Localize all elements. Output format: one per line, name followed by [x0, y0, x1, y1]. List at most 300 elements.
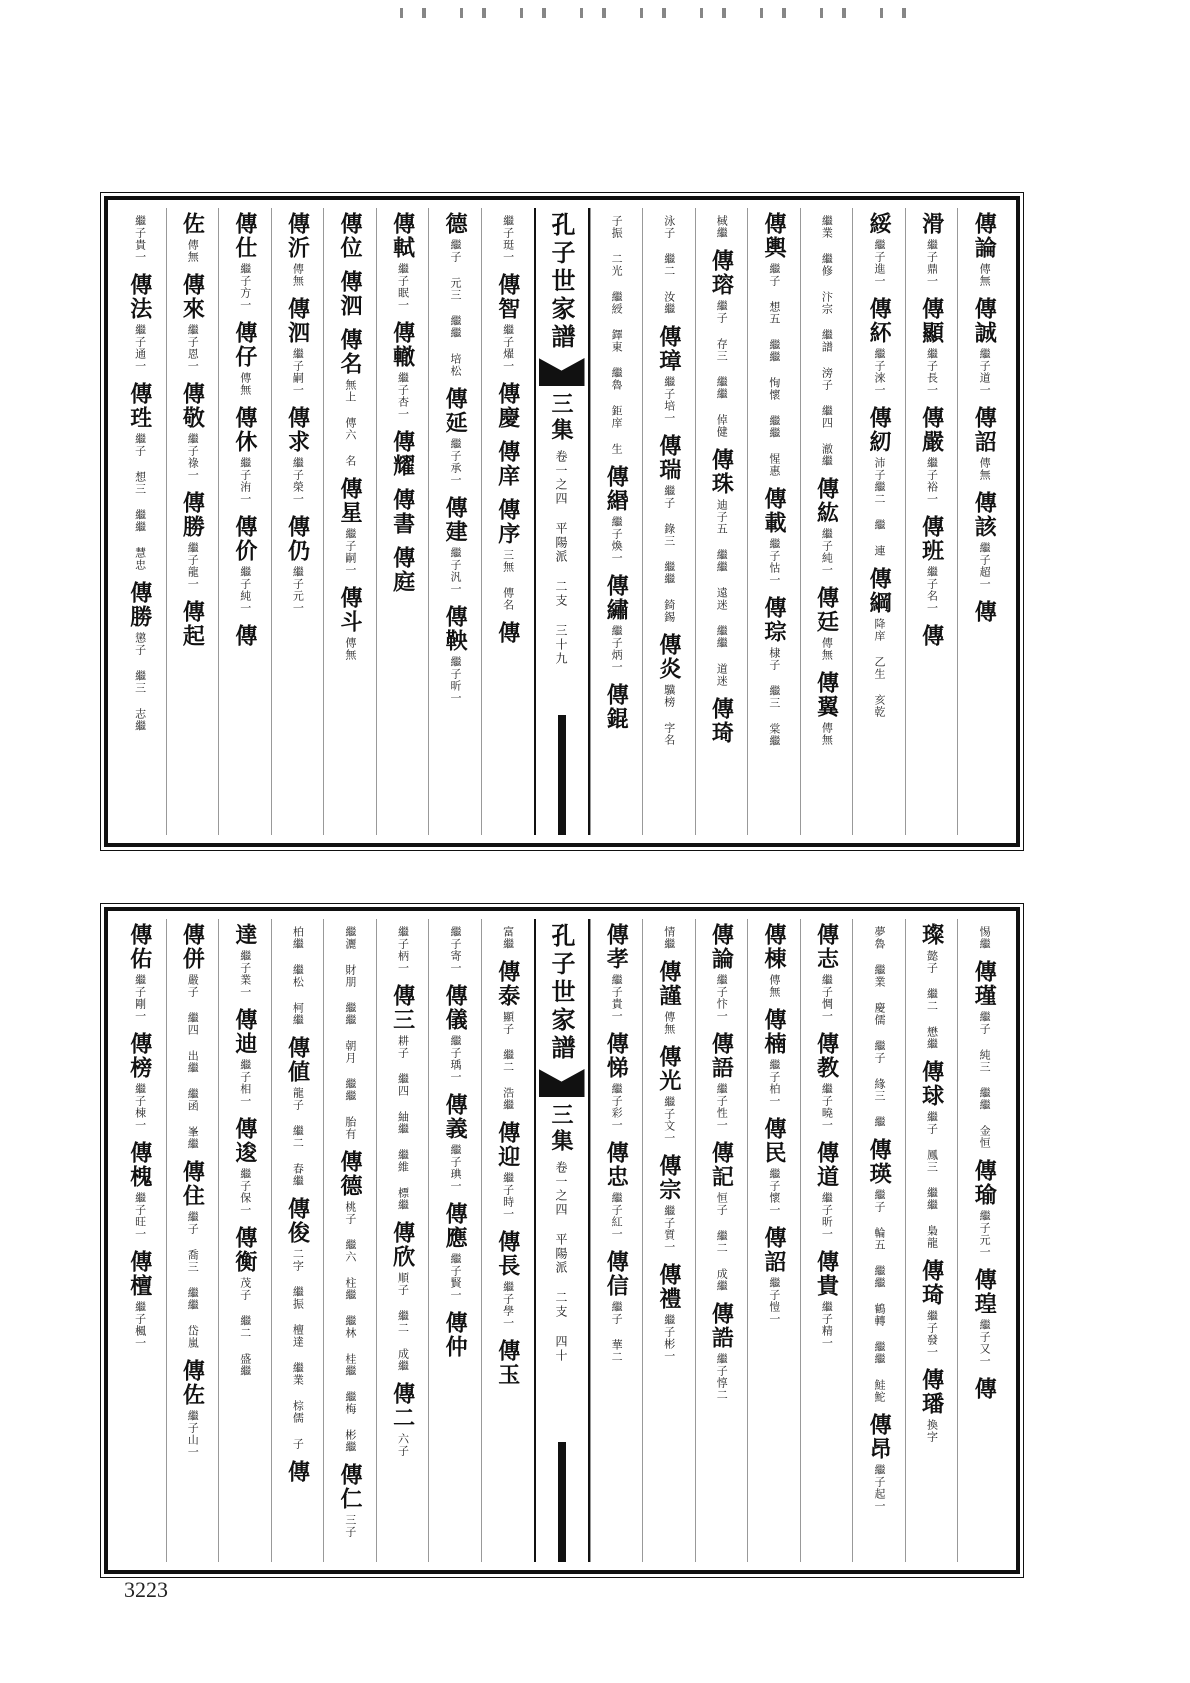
genealogy-column	[852, 919, 905, 1562]
genealogy-entry	[389, 1221, 416, 1372]
person-name: 傳綱	[866, 567, 893, 615]
person-name: 傳昂	[866, 1413, 893, 1461]
person-name: 傳琦	[918, 1259, 945, 1307]
genealogy-entry	[126, 581, 153, 732]
person-name: 德	[442, 212, 469, 236]
annotation-note: 繼子榮一	[291, 457, 305, 505]
genealogy-entry	[501, 212, 515, 263]
genealogy-entry	[337, 1463, 364, 1538]
person-name: 傳語	[708, 1032, 735, 1080]
person-name: 傳瑛	[866, 1138, 893, 1186]
scan-header-noise	[400, 8, 940, 18]
person-name: 傳論	[971, 212, 998, 260]
annotation-note: 泳子 繼二 汝繼	[662, 215, 676, 315]
person-name: 傳仕	[231, 212, 258, 260]
annotation-note: 繼子 想五 繼繼 恂懷 繼繼 惺惠	[767, 263, 781, 477]
fishtail-mark-icon	[539, 1069, 585, 1097]
person-name: 傳楠	[760, 1008, 787, 1056]
genealogy-entry	[708, 697, 735, 745]
person-name: 傳義	[442, 1093, 469, 1141]
genealogy-entry	[603, 1032, 630, 1131]
person-name: 傳庠	[494, 440, 521, 488]
person-name: 傳孝	[603, 923, 630, 971]
page-number: 3223	[124, 1577, 168, 1602]
person-name: 傳併	[179, 923, 206, 971]
person-name: 傳序	[494, 498, 521, 546]
annotation-note: 繼子相一	[238, 1059, 252, 1107]
person-name: 傳錕	[603, 683, 630, 731]
annotation-note: 繼子學一	[501, 1281, 515, 1329]
annotation-note: 情繼	[662, 926, 676, 950]
annotation-note: 繼子 想三 繼繼 慧忠	[133, 433, 147, 571]
genealogy-entry	[231, 923, 258, 998]
annotation-note: 繼子懷一	[767, 1168, 781, 1216]
genealogy-entry	[866, 212, 893, 287]
person-name: 傳忠	[603, 1141, 630, 1189]
person-name: 傳仲	[442, 1311, 469, 1359]
genealogy-entry	[284, 297, 311, 396]
genealogy-entry	[760, 487, 787, 586]
genealogy-entry	[337, 212, 364, 260]
genealogy-entry	[442, 1093, 469, 1192]
genealogy-entry	[813, 477, 840, 576]
genealogy-column	[166, 919, 219, 1562]
genealogy-entry	[866, 1138, 893, 1403]
annotation-note: 繼子 存三 繼繼 倬健	[715, 300, 729, 438]
genealogy-column	[800, 208, 853, 835]
genealogy-entry	[655, 1263, 682, 1362]
genealogy-column	[114, 208, 166, 835]
genealogy-entry	[603, 683, 630, 731]
genealogy-entry	[918, 515, 945, 614]
person-name: 傳三	[389, 984, 416, 1032]
genealogy-entry	[179, 1160, 206, 1349]
annotation-note: 繼子彬一	[662, 1314, 676, 1362]
annotation-note: 龍子 繼二 春繼	[291, 1087, 305, 1187]
person-name: 傳班	[918, 515, 945, 563]
annotation-note: 懿子 繼二 懋繼	[925, 950, 939, 1050]
genealogy-entry	[389, 212, 416, 311]
genealogy-column	[376, 919, 429, 1562]
person-name: 傳悌	[603, 1032, 630, 1080]
person-name: 傳書	[389, 488, 416, 536]
annotation-note: 繼子承一	[449, 438, 463, 486]
annotation-note: 繼子長一	[925, 348, 939, 396]
volume-info: 卷一之四 平陽派 二支 四十	[554, 1161, 568, 1363]
genealogy-entry	[918, 1259, 945, 1358]
person-name: 傳廷	[813, 586, 840, 634]
person-name: 佐	[179, 212, 206, 236]
person-name: 傳記	[708, 1141, 735, 1189]
genealogy-entry	[655, 1154, 682, 1253]
genealogy-column	[218, 919, 271, 1562]
person-name: 傳琦	[708, 697, 735, 745]
annotation-note: 繼子楓一	[133, 1301, 147, 1349]
genealogy-entry	[971, 960, 998, 1149]
person-name: 傳應	[442, 1202, 469, 1250]
genealogy-entry	[231, 515, 258, 614]
person-name: 傳住	[179, 1160, 206, 1208]
genealogy-entry	[813, 1250, 840, 1349]
genealogy-entry	[866, 1413, 893, 1512]
annotation-note: 繼子龍一	[186, 542, 200, 590]
annotation-note: 棫繼	[715, 215, 729, 239]
annotation-note: 繼子保一	[238, 1168, 252, 1216]
genealogy-entry	[918, 297, 945, 396]
book-title: 孔子世家譜	[547, 212, 576, 352]
annotation-note: 迪子五 繼繼 遠迷 繼繼 道迷	[715, 499, 729, 687]
genealogy-entry	[813, 1032, 840, 1131]
genealogy-entry	[231, 1117, 258, 1216]
person-name: 傳勝	[179, 491, 206, 539]
annotation-note: 無上 傳六 名	[343, 379, 357, 467]
genealogy-entry	[494, 440, 521, 488]
annotation-note: 繼子超一	[978, 542, 992, 590]
annotation-note: 繼子性一	[715, 1083, 729, 1131]
genealogy-column	[642, 208, 695, 835]
book-spine	[534, 919, 590, 1562]
genealogy-entry	[494, 1230, 521, 1329]
annotation-note: 繼子愷一	[767, 1277, 781, 1325]
genealogy-entry	[231, 406, 258, 505]
person-name: 傳詔	[760, 1226, 787, 1274]
person-name: 傳志	[813, 923, 840, 971]
genealogy-column	[905, 919, 958, 1562]
annotation-note: 繼子嗣一	[291, 348, 305, 396]
genealogy-entry	[918, 212, 945, 287]
person-name: 傳璠	[918, 1368, 945, 1416]
person-name: 傳槐	[126, 1141, 153, 1189]
genealogy-entry	[708, 249, 735, 438]
annotation-note: 繼子曉一	[820, 1083, 834, 1131]
annotation-note: 沛子繼二 繼 連	[872, 457, 886, 557]
annotation-note: 繼子方一	[238, 263, 252, 311]
genealogy-entry	[442, 984, 469, 1083]
annotation-note: 繼子裕一	[925, 457, 939, 505]
genealogy-entry	[655, 633, 682, 746]
annotation-note: 繼子 錄三 繼繼 錡錫	[662, 485, 676, 623]
annotation-note: 顯子 繼二 浩繼	[501, 1011, 515, 1111]
person-name: 傳起	[179, 600, 206, 648]
annotation-note: 傳無	[662, 1011, 676, 1035]
annotation-note: 三無 傳名	[501, 549, 515, 611]
annotation-note: 繼子通一	[133, 324, 147, 372]
fishtail-mark-icon	[539, 358, 585, 386]
genealogy-entry	[337, 477, 364, 576]
annotation-note: 繼子惇二	[715, 1353, 729, 1401]
annotation-note: 繼子珽一	[501, 215, 515, 263]
annotation-note: 傳無	[186, 239, 200, 263]
annotation-note: 繼子寄一	[449, 926, 463, 974]
annotation-note: 繼子 鳳三 繼繼 梟龍	[925, 1111, 939, 1249]
genealogy-column	[428, 208, 481, 835]
genealogy-entry	[603, 574, 630, 673]
person-name: 傳衡	[231, 1226, 258, 1274]
person-name: 傳長	[494, 1230, 521, 1278]
annotation-note: 繼子純一	[238, 566, 252, 614]
genealogy-entry	[662, 212, 676, 315]
annotation-note: 傳無	[820, 722, 834, 746]
annotation-note: 棣子 繼三 棠繼	[767, 647, 781, 747]
person-name: 傳紑	[866, 297, 893, 345]
genealogy-entry	[343, 923, 357, 1140]
person-name: 傳謹	[655, 960, 682, 1008]
genealogy-column	[957, 919, 1010, 1562]
annotation-note: 繼子忭一	[715, 974, 729, 1022]
person-name: 滑	[918, 212, 945, 236]
genealogy-entry	[126, 923, 153, 1022]
person-name: 傳庭	[389, 546, 416, 594]
person-name: 傳位	[337, 212, 364, 260]
genealogy-entry	[971, 297, 998, 396]
genealogy-entry	[126, 1250, 153, 1349]
genealogy-column	[957, 208, 1010, 835]
person-name: 傳星	[337, 477, 364, 525]
annotation-note: 六子	[396, 1433, 410, 1457]
annotation-note: 繼子燿一	[501, 324, 515, 372]
genealogy-column	[376, 208, 429, 835]
genealogy-entry	[126, 1032, 153, 1131]
annotation-note: 繼子業一	[238, 950, 252, 998]
genealogy-entry	[179, 273, 206, 372]
person-name: 傳俊	[284, 1197, 311, 1245]
genealogy-entry	[603, 465, 630, 564]
person-name: 傳耀	[389, 430, 416, 478]
annotation-note: 繼子元一	[291, 566, 305, 614]
annotation-note: 繼灑 財朋 繼繼 朝月 繼繼 胎有	[343, 926, 357, 1140]
genealogy-entry	[918, 624, 945, 648]
person-name: 傳慶	[494, 382, 521, 430]
annotation-note: 繼子 華二	[610, 1301, 624, 1363]
genealogy-entry	[662, 923, 676, 950]
annotation-note: 繼子山一	[186, 1410, 200, 1458]
person-name: 傳輿	[760, 212, 787, 260]
person-name: 傳勝	[126, 581, 153, 629]
genealogy-entry	[389, 546, 416, 594]
annotation-note: 繼子棟一	[133, 1083, 147, 1131]
annotation-note: 繼子時一	[501, 1172, 515, 1220]
genealogy-entry	[708, 923, 735, 1022]
person-name: 傳瑞	[655, 434, 682, 482]
genealogy-entry	[179, 491, 206, 590]
genealogy-entry	[760, 596, 787, 747]
person-name: 傳迪	[231, 1008, 258, 1056]
genealogy-entry	[971, 212, 998, 287]
annotation-note: 繼子恩一	[186, 324, 200, 372]
genealogy-entry	[971, 406, 998, 481]
annotation-note: 繼子剛一	[133, 974, 147, 1022]
genealogy-column	[747, 208, 800, 835]
person-name: 傳球	[918, 1060, 945, 1108]
person-name: 傳論	[708, 923, 735, 971]
annotation-note: 傳無	[238, 372, 252, 396]
genealogy-column	[590, 919, 643, 1562]
person-name: 傳鞅	[442, 605, 469, 653]
annotation-note: 繼子紅一	[610, 1192, 624, 1240]
person-name: 傳佑	[126, 923, 153, 971]
person-name: 傳休	[231, 406, 258, 454]
genealogy-entry	[389, 321, 416, 420]
genealogy-entry	[284, 1036, 311, 1187]
annotation-note: 桃子 繼六 柱繼 繼林 桂繼 繼梅 彬繼	[343, 1201, 357, 1453]
genealogy-entry	[337, 328, 364, 467]
columns-top	[114, 208, 1010, 835]
person-name: 傳德	[337, 1150, 364, 1198]
person-name: 傳來	[179, 273, 206, 321]
annotation-note: 繼子貴一	[133, 215, 147, 263]
person-name: 傳値	[284, 1036, 311, 1084]
person-name: 傳軾	[389, 212, 416, 260]
person-name: 傳玉	[494, 1339, 521, 1387]
person-name: 傳棟	[760, 923, 787, 971]
person-name: 傳繡	[603, 574, 630, 622]
person-name: 傳仍	[284, 515, 311, 563]
annotation-note: 繼子元一	[978, 1210, 992, 1258]
annotation-note: 換字	[925, 1419, 939, 1443]
annotation-note: 繼子怙一	[767, 538, 781, 586]
annotation-note: 懲子 繼三 志繼	[133, 632, 147, 732]
genealogy-column	[695, 919, 748, 1562]
genealogy-entry	[603, 923, 630, 1022]
annotation-note: 繼子 輪五 繼繼 鶴轉 繼繼 鮭鮀	[872, 1189, 886, 1403]
annotation-note: 繼子純一	[820, 528, 834, 576]
genealogy-entry	[501, 923, 515, 950]
genealogy-entry	[448, 923, 462, 974]
genealogy-entry	[389, 488, 416, 536]
annotation-note: 傳無	[978, 263, 992, 287]
genealogy-entry	[494, 621, 521, 645]
person-name: 傳翼	[813, 671, 840, 719]
annotation-note: 繼子昕一	[449, 656, 463, 704]
person-name: 傳璋	[655, 325, 682, 373]
person-name: 傳紉	[866, 406, 893, 454]
annotation-note: 繼子炳一	[610, 625, 624, 673]
genealogy-entry	[866, 297, 893, 396]
genealogy-entry	[918, 1060, 945, 1249]
genealogy-entry	[494, 382, 521, 430]
genealogy-column	[747, 919, 800, 1562]
genealogy-entry	[231, 1008, 258, 1107]
genealogy-entry	[760, 1226, 787, 1325]
genealogy-entry	[284, 1460, 311, 1484]
person-name: 傳	[971, 1377, 998, 1401]
genealogy-entry	[396, 923, 410, 974]
genealogy-entry	[291, 923, 305, 1026]
annotation-note: 繼子煥一	[610, 516, 624, 564]
genealogy-entry	[442, 387, 469, 486]
genealogy-entry	[284, 406, 311, 505]
genealogy-entry	[494, 1339, 521, 1387]
genealogy-column	[481, 208, 534, 835]
genealogy-entry	[760, 923, 787, 998]
section-title: 三集	[548, 392, 574, 444]
genealogy-entry	[337, 1150, 364, 1453]
annotation-note: 傳無	[820, 637, 834, 661]
genealogy-column	[166, 208, 219, 835]
person-name: 傳沂	[284, 212, 311, 260]
person-name: 傳价	[231, 515, 258, 563]
person-name: 傳泗	[337, 270, 364, 318]
person-name: 傳求	[284, 406, 311, 454]
genealogy-entry	[179, 923, 206, 1150]
annotation-note: 繼子貴一	[610, 974, 624, 1022]
person-name: 傳載	[760, 487, 787, 535]
genealogy-column	[800, 919, 853, 1562]
annotation-note: 恒子 繼二 成繼	[715, 1192, 729, 1292]
person-name: 傳仔	[231, 321, 258, 369]
person-name: 傳誥	[708, 1302, 735, 1350]
annotation-note: 繼子 元三 繼繼 培松	[449, 239, 463, 377]
annotation-note: 繼子旺一	[133, 1192, 147, 1240]
person-name: 傳	[284, 1460, 311, 1484]
genealogy-entry	[918, 1368, 945, 1443]
genealogy-entry	[813, 586, 840, 661]
person-name: 傳琮	[760, 596, 787, 644]
person-name: 傳詔	[971, 406, 998, 454]
annotation-note: 傳無	[767, 974, 781, 998]
genealogy-column	[642, 919, 695, 1562]
person-name: 傳	[918, 624, 945, 648]
annotation-note: 繼子又一	[978, 1319, 992, 1367]
person-name: 傳瑢	[708, 249, 735, 297]
annotation-note: 傳無	[978, 457, 992, 481]
person-name: 傳嚴	[918, 406, 945, 454]
genealogy-entry	[389, 430, 416, 478]
annotation-note: 順子 繼二 成繼	[396, 1272, 410, 1372]
genealogy-entry	[126, 1141, 153, 1240]
genealogy-column	[218, 208, 271, 835]
annotation-note: 嚴子 繼四 出繼 繼函 峯繼	[186, 974, 200, 1150]
genealogy-entry	[442, 1311, 469, 1359]
person-name: 傳該	[971, 491, 998, 539]
genealogy-entry	[389, 984, 416, 1211]
genealogy-entry	[708, 448, 735, 687]
genealogy-entry	[389, 1382, 416, 1457]
columns-bottom	[114, 919, 1010, 1562]
person-name: 傳瑾	[971, 960, 998, 1008]
genealogy-entry	[494, 273, 521, 372]
genealogy-entry	[442, 496, 469, 595]
genealogy-entry	[715, 212, 729, 239]
genealogy-entry	[179, 382, 206, 481]
annotation-note: 繼子昕一	[820, 1192, 834, 1240]
annotation-note: 柏繼 繼松 柯繼	[291, 926, 305, 1026]
genealogy-column	[590, 208, 643, 835]
person-name: 達	[231, 923, 258, 947]
genealogy-entry	[872, 923, 886, 1128]
annotation-note: 繼子眠一	[396, 263, 410, 311]
annotation-note: 繼業 繼修 汴宗 繼譜 滂子 繼四 澈繼	[820, 215, 834, 467]
person-name: 傳斗	[337, 586, 364, 634]
genealogy-entry	[866, 567, 893, 718]
person-name: 傳	[231, 624, 258, 648]
genealogy-entry	[813, 671, 840, 746]
genealogy-entry	[126, 382, 153, 571]
person-name: 綏	[866, 212, 893, 236]
person-name: 傳智	[494, 273, 521, 321]
annotation-note: 茂子 繼二 盛繼	[238, 1277, 252, 1377]
annotation-note: 繼子發一	[925, 1310, 939, 1358]
person-name: 傳珠	[708, 448, 735, 496]
genealogy-entry	[609, 212, 623, 455]
volume-info: 卷一之四 平陽派 二支 三十九	[554, 450, 568, 666]
genealogy-entry	[971, 600, 998, 624]
genealogy-entry	[813, 1141, 840, 1240]
annotation-note: 驥榜 字名	[662, 684, 676, 746]
person-name: 傳	[971, 600, 998, 624]
spine-rule	[558, 1442, 566, 1562]
annotation-note: 繼子質一	[662, 1205, 676, 1253]
